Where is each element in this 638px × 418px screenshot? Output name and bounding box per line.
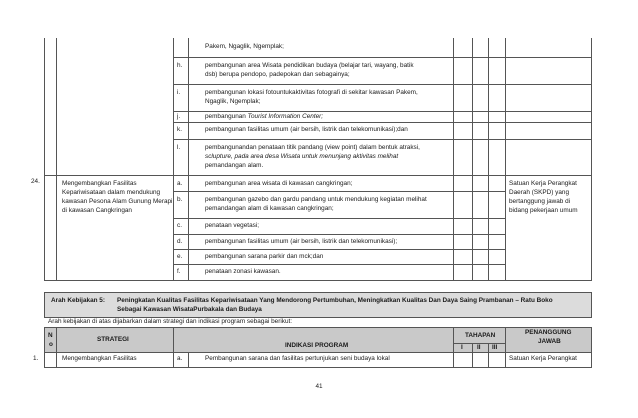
- indicator-letter: l.: [177, 144, 181, 151]
- policy-label: Arah Kebijakan 5:: [51, 297, 105, 304]
- indicator-text: dsb) berupa pendopo, padepokan dan sebagainya;: [205, 71, 350, 78]
- header-tahap-3: III: [492, 344, 498, 351]
- header-penanggung-jawab: JAWAB: [538, 338, 561, 345]
- indicator-text: Pembangunan sarana dan fasilitas pertunjukan seni budaya lokal: [205, 355, 390, 362]
- indicator-text: pembangunan area wisata di kawasan cangkringan;: [205, 180, 353, 187]
- page-number: 41: [315, 383, 323, 390]
- indicator-text: pembangunan lokasi fotountukaktivitas fotografi di sekitar kawasan Pakem,: [205, 89, 418, 96]
- indicator-text: pembangunan fasilitas umum (air bersih, listrik dan telekomunikasi);: [205, 238, 398, 245]
- indicator-letter: b.: [177, 196, 183, 203]
- indicator-text: pembangunan sarana parkir dan mck;dan: [205, 253, 324, 260]
- header-indikasi-program: INDIKASI PROGRAM: [285, 342, 349, 349]
- indicator-letter: d.: [177, 238, 183, 245]
- responsible-text: bertanggung jawab di: [509, 198, 571, 205]
- indicator-letter: k.: [177, 126, 182, 133]
- indicator-letter: a.: [177, 180, 183, 187]
- header-tahap-2: II: [477, 344, 481, 351]
- indicator-text: penataan vegetasi;: [205, 222, 260, 229]
- indicator-letter: i.: [177, 89, 181, 96]
- indicator-text: penataan zonasi kawasan.: [205, 268, 281, 275]
- indicator-text: pembangunandan penataan titik pandang (view point) dalam bentuk atraksi,: [205, 144, 420, 151]
- indicator-text: pemandangan alam di kawasan cangkringan;: [205, 205, 334, 212]
- indicator-text: pembangunan Tourist Information Center;: [205, 113, 324, 120]
- header-penanggung-jawab: PENANGGUNG: [525, 329, 572, 336]
- header-no: o: [49, 341, 53, 348]
- indicator-letter: e.: [177, 253, 183, 260]
- indicator-text: Pakem, Ngaglik, Ngemplak;: [205, 43, 284, 50]
- strategy-text: Mengembangkan Fasilitas: [62, 180, 137, 187]
- row-number: 24.: [31, 178, 40, 185]
- strategy-text: kawasan Pesona Alam Gunung Merapi: [62, 198, 173, 205]
- indicator-letter: f.: [177, 268, 181, 275]
- strategy-text: Kepariwisataan dalam mendukung: [62, 189, 161, 196]
- header-tahap-1: I: [461, 344, 463, 351]
- indicator-text: pemandangan alam.: [205, 162, 264, 169]
- policy-title: Sebagai Kawasan WisataPurbakala dan Budaya: [117, 306, 262, 313]
- strategy-text: di kawasan Cangkringan: [62, 207, 132, 214]
- indicator-text: pembangunan area Wisata pendidikan budaya (belajar tari, wayang, batik: [205, 62, 414, 69]
- strategy-text: Mengembangkan Fasilitas: [62, 355, 137, 362]
- header-no: N: [48, 332, 53, 339]
- indicator-text: Ngaglik, Ngemplak;: [205, 98, 261, 105]
- indicator-letter: j.: [177, 113, 181, 120]
- header-strategi: STRATEGI: [97, 336, 129, 343]
- responsible-text: bidang pekerjaan umum: [509, 207, 578, 214]
- indicator-text: pembangunan fasilitas umum (air bersih, listrik dan telekomunikasi);dan: [205, 126, 408, 133]
- indicator-text: pembangunan gazebo dan gardu pandang untuk mendukung kegiatan melihat: [205, 196, 427, 203]
- responsible-text: Daerah (SKPD) yang: [509, 189, 570, 196]
- indicator-text: sclupture, pada area desa Wisata untuk menunjang aktivitas melihat: [205, 153, 399, 160]
- row-number: 1.: [33, 355, 39, 362]
- responsible-text: Satuan Kerja Perangkat: [509, 355, 577, 362]
- indicator-letter: a.: [177, 355, 183, 362]
- indicator-letter: h.: [177, 62, 183, 69]
- policy-intro: Arah kebijakan di atas dijabarkan dalam strategi dan indikasi program sebagai berikut:: [48, 318, 293, 325]
- header-tahapan: TAHAPAN: [465, 332, 496, 339]
- indicator-letter: c.: [177, 222, 182, 229]
- policy-title: Peningkatan Kualitas Fasilitas Kepariwisataan Yang Mendorong Pertumbuhan, Meningkatkan Kualitas Dan Daya Saing Prambanan – Ratu Boko: [117, 297, 553, 304]
- responsible-text: Satuan Kerja Perangkat: [509, 180, 577, 187]
